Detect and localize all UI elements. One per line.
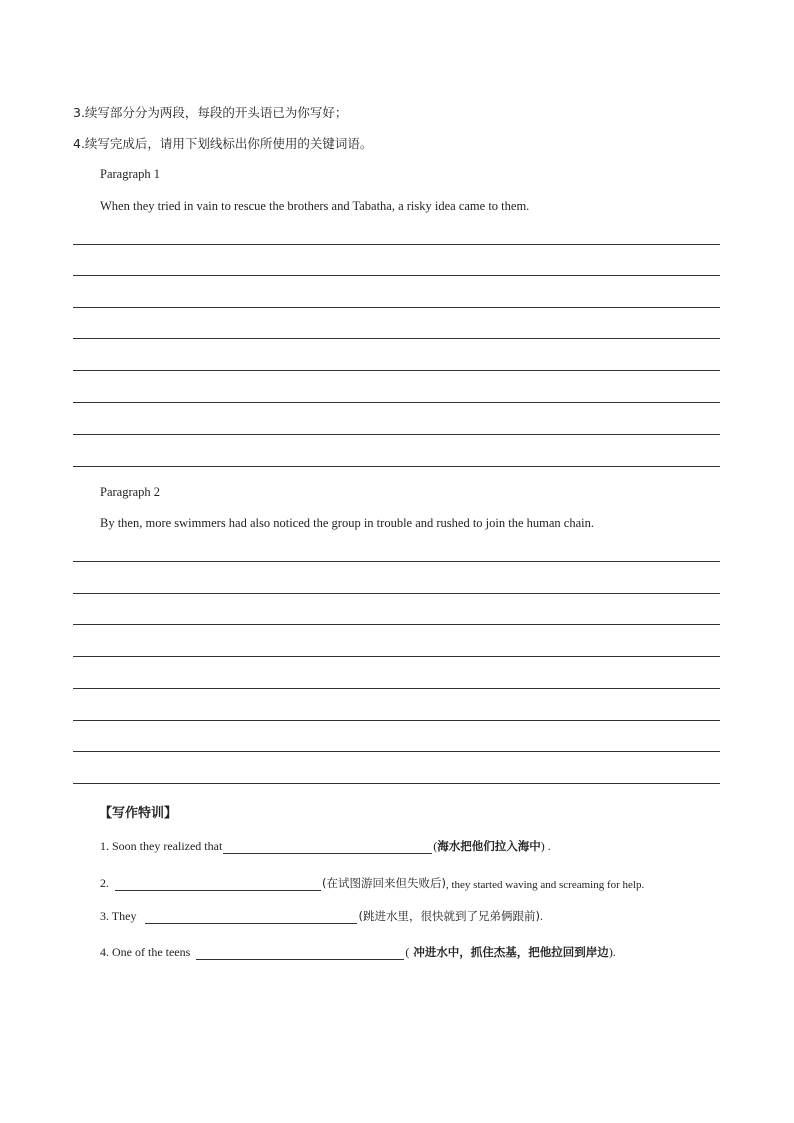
- exercise-4-hint: 冲进水中，抓住杰基，把他拉回到岸边: [413, 945, 609, 959]
- exercise-3-blank[interactable]: [145, 911, 357, 924]
- exercise-3-prefix: 3. They: [100, 909, 137, 923]
- paragraph-1-label: Paragraph 1: [100, 167, 161, 181]
- exercise-3-hint: (跳进水里，很快就到了兄弟俩跟前): [358, 909, 540, 923]
- exercise-4-close: ).: [608, 945, 616, 959]
- exercise-2: [100, 875, 644, 891]
- writing-line[interactable]: [73, 688, 720, 689]
- exercise-2-suffix: , they started waving and screaming for help.: [445, 879, 645, 891]
- writing-line[interactable]: [73, 244, 720, 245]
- exercise-2-hint: (在试图游回来但失败后): [322, 876, 446, 890]
- exercise-1-blank[interactable]: [223, 841, 432, 854]
- exercise-4-open-paren: (: [405, 945, 410, 959]
- exercise-4: [100, 944, 616, 960]
- writing-line[interactable]: [73, 656, 720, 657]
- writing-line[interactable]: [73, 720, 720, 721]
- exercise-1-open-paren: (: [433, 839, 438, 853]
- exercise-4-blank[interactable]: [196, 947, 404, 960]
- exercise-3-suffix: .: [539, 909, 543, 923]
- exercise-3: [100, 908, 543, 924]
- writing-line[interactable]: [73, 751, 720, 752]
- writing-line[interactable]: [73, 624, 720, 625]
- exercise-2-prefix: 2.: [100, 876, 109, 890]
- writing-line[interactable]: [73, 402, 720, 403]
- instruction-4: 4.续写完成后，请用下划线标出你所使用的关键词语。: [73, 136, 373, 151]
- exercise-1: [100, 838, 551, 854]
- writing-line[interactable]: [73, 434, 720, 435]
- writing-line[interactable]: [73, 783, 720, 784]
- exercise-1-close: ) .: [540, 839, 551, 853]
- writing-line[interactable]: [73, 338, 720, 339]
- paragraph-2-opening: By then, more swimmers had also noticed the group in trouble and rushed to join the human chain.: [100, 516, 594, 530]
- writing-line[interactable]: [73, 307, 720, 308]
- instruction-3: 3.续写部分分为两段，每段的开头语已为你写好；: [73, 105, 348, 120]
- exercise-1-prefix: 1. Soon they realized that: [100, 839, 223, 853]
- writing-line[interactable]: [73, 593, 720, 594]
- paragraph-2-label: Paragraph 2: [100, 485, 161, 499]
- paragraph-1-opening: When they tried in vain to rescue the brothers and Tabatha, a risky idea came to them.: [100, 199, 530, 213]
- exercise-2-blank[interactable]: [115, 878, 321, 891]
- writing-line[interactable]: [73, 275, 720, 276]
- exercise-1-hint: 海水把他们拉入海中: [437, 839, 541, 853]
- training-heading: 【写作特训】: [99, 806, 178, 821]
- writing-line[interactable]: [73, 466, 720, 467]
- exercise-4-prefix: 4. One of the teens: [100, 945, 191, 959]
- writing-line[interactable]: [73, 370, 720, 371]
- writing-line[interactable]: [73, 561, 720, 562]
